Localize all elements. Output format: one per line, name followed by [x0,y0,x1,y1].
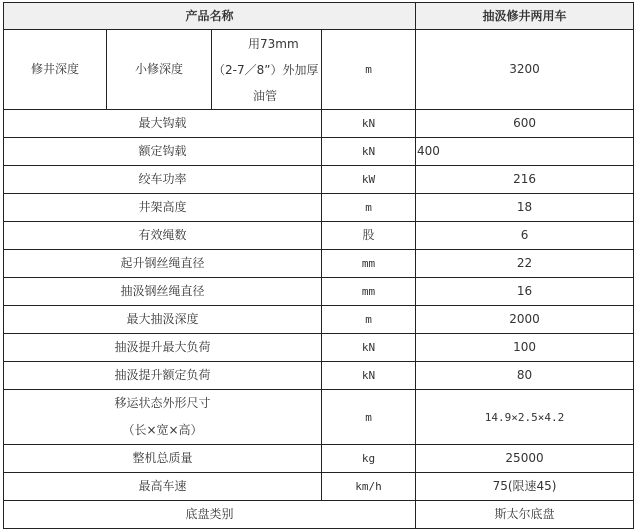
table-row [4,362,634,390]
row-value: 600 [416,110,634,138]
row-label: 抽汲钢丝绳直径 [4,278,322,306]
row-label: 绞车功率 [4,166,322,194]
row-value: 75(限速45) [416,473,634,501]
workover-depth-row [4,30,634,110]
workover-depth-label: 修井深度 [4,30,107,110]
row-label: 井架高度 [4,194,322,222]
header-row [4,3,634,30]
transport-size-label [4,390,322,445]
row-label: 抽汲提升最大负荷 [4,334,322,362]
table-row [4,138,634,166]
row-value: 100 [416,334,634,362]
row-label: 额定钩载 [4,138,322,166]
table-row [4,445,634,473]
chassis-label: 底盘类别 [4,501,416,529]
product-name-header: 产品名称 [4,3,416,30]
row-value: 2000 [416,306,634,334]
product-value-header: 抽汲修井两用车 [416,3,634,30]
table-row [4,166,634,194]
chassis-row [4,501,634,529]
row-label: 最大钩载 [4,110,322,138]
tubing-condition-line2: （2-7／8”）外加厚 [213,62,319,77]
transport-size-label-line2: （长×宽×高） [122,423,203,437]
row-unit: km/h [322,473,416,501]
row-unit: kN [322,362,416,390]
table-row [4,334,634,362]
row-value: 16 [416,278,634,306]
table-row [4,110,634,138]
row-value: 25000 [416,445,634,473]
row-label: 最高车速 [4,473,322,501]
spec-table [3,2,634,529]
table-row [4,473,634,501]
workover-depth-unit: m [322,30,416,110]
table-row [4,306,634,334]
transport-size-label-line1: 移运状态外形尺寸 [114,396,211,410]
table-row [4,222,634,250]
tubing-condition-line3: 油管 [253,88,278,103]
table-row [4,278,634,306]
row-unit: m [322,194,416,222]
row-value: 400 [416,138,634,166]
row-unit: kW [322,166,416,194]
row-unit: kN [322,110,416,138]
row-value: 80 [416,362,634,390]
row-unit: kN [322,138,416,166]
transport-size-unit: m [322,390,416,445]
chassis-value: 斯太尔底盘 [416,501,634,529]
table-row [4,194,634,222]
row-unit: kg [322,445,416,473]
row-label: 整机总质量 [4,445,322,473]
transport-size-value: 14.9×2.5×4.2 [416,390,634,445]
transport-size-row [4,390,634,445]
minor-workover-depth-label: 小修深度 [107,30,212,110]
row-label: 起升钢丝绳直径 [4,250,322,278]
row-value: 18 [416,194,634,222]
workover-depth-value: 3200 [416,30,634,110]
row-value: 22 [416,250,634,278]
row-value: 216 [416,166,634,194]
row-label: 有效绳数 [4,222,322,250]
row-value: 6 [416,222,634,250]
row-unit: 股 [322,222,416,250]
row-unit: mm [322,250,416,278]
tubing-condition [212,30,322,110]
tubing-condition-line1: 用73mm [248,36,299,51]
row-unit: m [322,306,416,334]
row-unit: mm [322,278,416,306]
row-label: 最大抽汲深度 [4,306,322,334]
row-unit: kN [322,334,416,362]
row-label: 抽汲提升额定负荷 [4,362,322,390]
table-row [4,250,634,278]
